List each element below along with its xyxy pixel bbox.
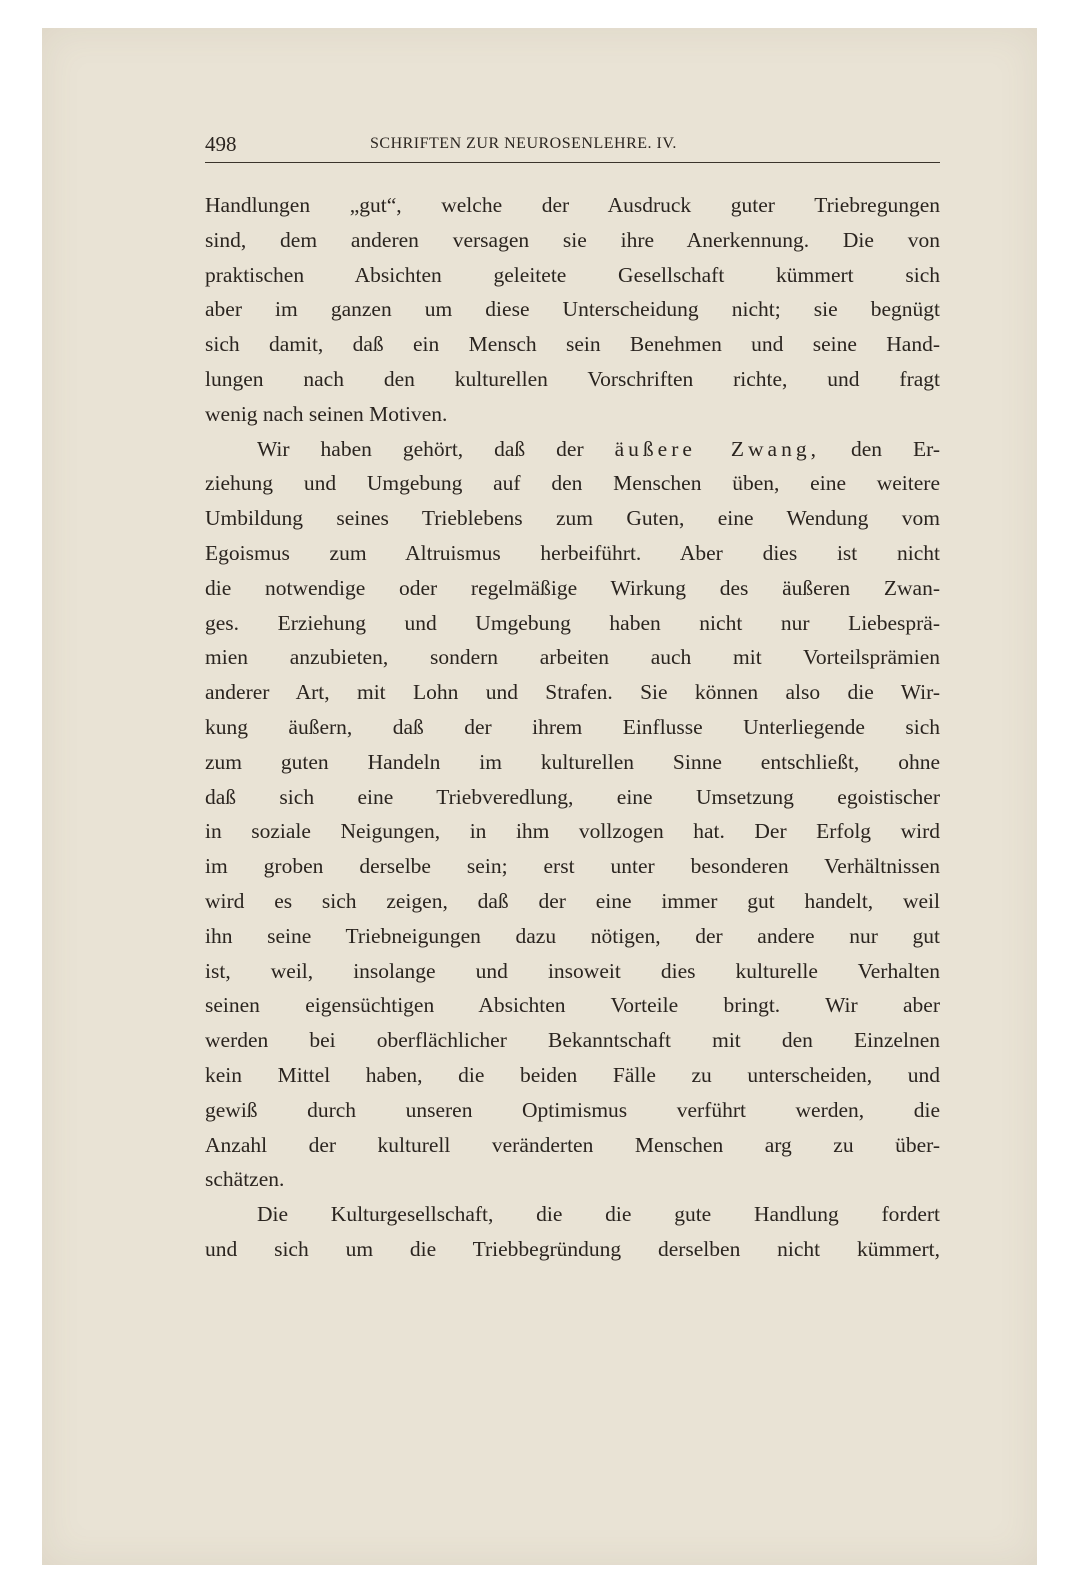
text-line: mien anzubieten, sondern arbeiten auch mit Vorteilsprämien bbox=[205, 645, 940, 670]
text-line: die notwendige oder regelmäßige Wirkung des äußeren Zwan- bbox=[205, 575, 940, 600]
page-header bbox=[205, 132, 940, 172]
text-line: aber im ganzen um diese Unterscheidung nicht; sie begnügt bbox=[205, 297, 940, 322]
text-line: ist, weil, insolange und insoweit dies kulturelle Verhalten bbox=[205, 958, 940, 983]
text-line: und sich um die Triebbegründung derselben nicht kümmert, bbox=[205, 1236, 940, 1261]
text-segment: Wir haben gehört, daß der bbox=[257, 436, 584, 461]
text-line: Umbildung seines Trieblebens zum Guten, eine Wendung vom bbox=[205, 506, 940, 531]
text-segment: den Er- bbox=[850, 436, 940, 461]
text-line bbox=[205, 432, 940, 467]
text-line: kein Mittel haben, die beiden Fälle zu unterscheiden, und bbox=[205, 1062, 940, 1087]
text-line: ihn seine Triebneigungen dazu nötigen, der andere nur gut bbox=[205, 923, 940, 948]
page-number: 498 bbox=[205, 132, 237, 156]
text-line: sind, dem anderen versagen sie ihre Anerkennung. Die von bbox=[205, 227, 940, 252]
text-line: Anzahl der kulturell veränderten Menschen arg zu über- bbox=[205, 1132, 940, 1157]
running-title: SCHRIFTEN ZUR NEUROSENLEHRE. IV. bbox=[370, 135, 677, 152]
text-line: Die Kulturgesellschaft, die die gute Handlung fordert bbox=[257, 1202, 940, 1227]
text-line: seinen eigensüchtigen Absichten Vorteile bringt. Wir aber bbox=[205, 993, 940, 1018]
text-line: im groben derselbe sein; erst unter besonderen Verhältnissen bbox=[205, 854, 940, 879]
text-line: gewiß durch unseren Optimismus verführt werden, die bbox=[205, 1097, 940, 1122]
text-line: ges. Erziehung und Umgebung haben nicht nur Liebesprä- bbox=[205, 610, 940, 635]
text-line: zum guten Handeln im kulturellen Sinne entschließt, ohne bbox=[205, 749, 940, 774]
text-line: kung äußern, daß der ihrem Einflusse Unterliegende sich bbox=[205, 714, 940, 739]
spaced-emphasis: äußere Zwang, bbox=[614, 436, 820, 461]
text-line: in soziale Neigungen, in ihm vollzogen hat. Der Erfolg wird bbox=[205, 819, 940, 844]
text-line: wenig nach seinen Motiven. bbox=[205, 401, 448, 426]
text-line: anderer Art, mit Lohn und Strafen. Sie können also die Wir- bbox=[205, 680, 940, 705]
text-line: Handlungen „gut“, welche der Ausdruck guter Triebregungen bbox=[205, 193, 940, 217]
text-line: sich damit, daß ein Mensch sein Benehmen und seine Hand- bbox=[205, 332, 940, 357]
text-line: Egoismus zum Altruismus herbeiführt. Aber dies ist nicht bbox=[205, 540, 940, 565]
text-line bbox=[205, 466, 940, 501]
text-segment: ziehung und Umgebung auf den Menschen üben, bbox=[205, 471, 780, 496]
text-segment: eine weitere bbox=[810, 471, 940, 496]
body-text bbox=[205, 188, 940, 1267]
text-line: daß sich eine Triebveredlung, eine Umsetzung egoistischer bbox=[205, 784, 940, 809]
text-line: praktischen Absichten geleitete Gesellschaft kümmert sich bbox=[205, 262, 940, 287]
text-line: wird es sich zeigen, daß der eine immer gut handelt, weil bbox=[205, 888, 940, 913]
text-line: lungen nach den kulturellen Vorschriften richte, und fragt bbox=[205, 366, 940, 391]
text-line: schätzen. bbox=[205, 1167, 285, 1192]
text-line: werden bei oberflächlicher Bekanntschaft mit den Einzelnen bbox=[205, 1028, 940, 1053]
header-rule bbox=[205, 162, 940, 163]
